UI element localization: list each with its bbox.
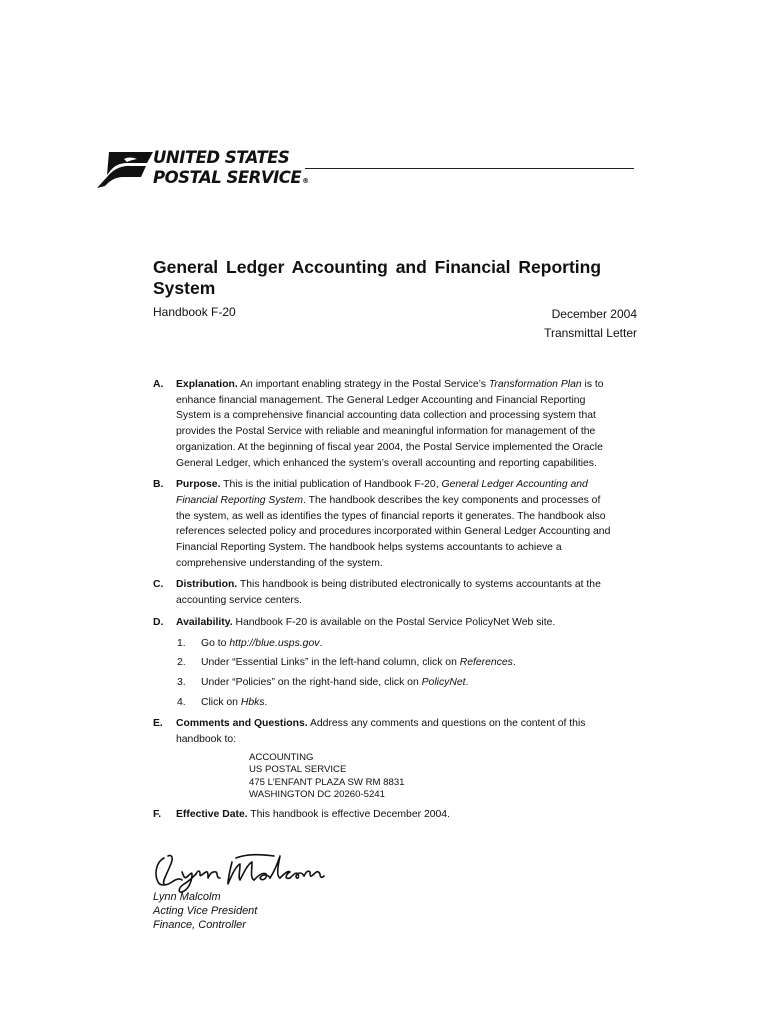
- section-italic: General Ledger Accounting and Financial Reporting System: [176, 479, 588, 506]
- step-emphasis: References: [459, 657, 513, 669]
- handbook-number: Handbook F-20: [153, 305, 236, 319]
- section-heading: Effective Date.: [176, 809, 248, 821]
- step-item: [176, 675, 613, 691]
- section-text: This handbook is effective December 2004.: [247, 809, 450, 821]
- signer-department: Finance, Controller: [153, 919, 246, 931]
- step-number: 3.: [177, 676, 186, 688]
- section-letter: B.: [153, 479, 164, 491]
- step-text: Click on: [201, 696, 241, 708]
- section-letter: E.: [153, 718, 163, 730]
- section-text: An important enabling strategy in the Postal Service’s: [237, 379, 489, 390]
- step-text: .: [264, 696, 268, 708]
- usps-eagle-icon: [97, 150, 155, 190]
- section-effective-date: [153, 807, 613, 823]
- document-type: Transmittal Letter: [544, 326, 637, 340]
- step-text: .: [319, 637, 323, 649]
- section-text: . The handbook describes the key components and processes of the system, as well as identifies the types of financial reports it generates. The handbook also references selected policy and procedures incorporated within General Ledger Accounting and Financial Reporting System. The handbook helps systems accountants to achieve a comprehensive understanding of the system.: [176, 494, 611, 569]
- step-text: Under “Essential Links” in the left-hand column, click on: [201, 657, 460, 669]
- step-emphasis: PolicyNet: [421, 676, 466, 688]
- step-item: [176, 636, 613, 652]
- section-text: This handbook is being distributed electronically to systems accountants at the accounting service centers.: [176, 579, 601, 607]
- step-text: .: [512, 657, 516, 669]
- registered-mark: ®: [302, 177, 309, 185]
- step-number: 4.: [177, 696, 186, 708]
- signer-name: Lynn Malcolm: [153, 891, 221, 903]
- step-emphasis: Hbks: [240, 696, 265, 708]
- section-letter: D.: [153, 616, 164, 628]
- logo-line-2: POSTAL SERVICE®: [153, 168, 309, 187]
- section-text: This is the initial publication of Handbook F-20,: [220, 479, 442, 491]
- header-rule: [305, 168, 634, 169]
- step-text: .: [465, 676, 469, 688]
- section-availability: [153, 615, 613, 711]
- step-number: 1.: [177, 637, 186, 649]
- issue-date: December 2004: [551, 307, 637, 321]
- section-explanation: [153, 377, 613, 471]
- sections: [153, 377, 613, 829]
- date-block: [544, 305, 637, 343]
- section-text: Handbook F-20 is available on the Postal Service PolicyNet Web site.: [232, 616, 556, 628]
- section-italic: Transformation Plan: [488, 379, 582, 390]
- usps-logo: [97, 150, 637, 192]
- signer-title: Acting Vice President: [153, 905, 258, 917]
- document-title: General Ledger Accounting and Financial Reporting System: [153, 257, 602, 298]
- step-item: [176, 655, 613, 671]
- logo-line-1: UNITED STATES: [153, 148, 290, 167]
- address-line: WASHINGTON DC 20260-5241: [249, 788, 385, 800]
- steps-list: [176, 636, 613, 711]
- section-heading: Purpose.: [176, 479, 221, 491]
- mailing-address: [249, 752, 613, 802]
- section-heading: Explanation.: [176, 379, 238, 390]
- section-text: is to enhance financial management. The General Ledger Accounting and Financial Reporting System is a comprehensive financial accounting data collection and processing system that provides the Postal Service with reliable and meaningful information for management of the organization. At the beginning of fiscal year 2004, the Postal Service implemented the Oracle General Ledger, which enhanced the system’s overall accounting and reporting capabilities.: [176, 379, 604, 469]
- handwritten-signature: [150, 852, 325, 894]
- step-link[interactable]: http://blue.usps.gov: [229, 637, 320, 649]
- section-letter: A.: [153, 379, 164, 390]
- address-line: US POSTAL SERVICE: [249, 764, 347, 776]
- section-heading: Availability.: [176, 616, 233, 628]
- step-number: 2.: [177, 657, 186, 669]
- section-letter: C.: [153, 579, 164, 591]
- address-line: ACCOUNTING: [249, 751, 314, 763]
- section-purpose: [153, 477, 613, 571]
- section-letter: F.: [153, 809, 162, 821]
- step-text: Go to: [201, 637, 230, 649]
- signer-block: [153, 890, 257, 932]
- section-text: Address any comments and questions on the content of this handbook to:: [176, 718, 586, 746]
- address-line: 475 L’ENFANT PLAZA SW RM 8831: [249, 776, 405, 788]
- section-heading: Comments and Questions.: [176, 718, 308, 730]
- step-text: Under “Policies” on the right-hand side, click on: [201, 676, 422, 688]
- section-comments: [153, 716, 613, 801]
- section-heading: Distribution.: [176, 579, 238, 591]
- section-distribution: [153, 577, 613, 608]
- step-item: [176, 695, 613, 711]
